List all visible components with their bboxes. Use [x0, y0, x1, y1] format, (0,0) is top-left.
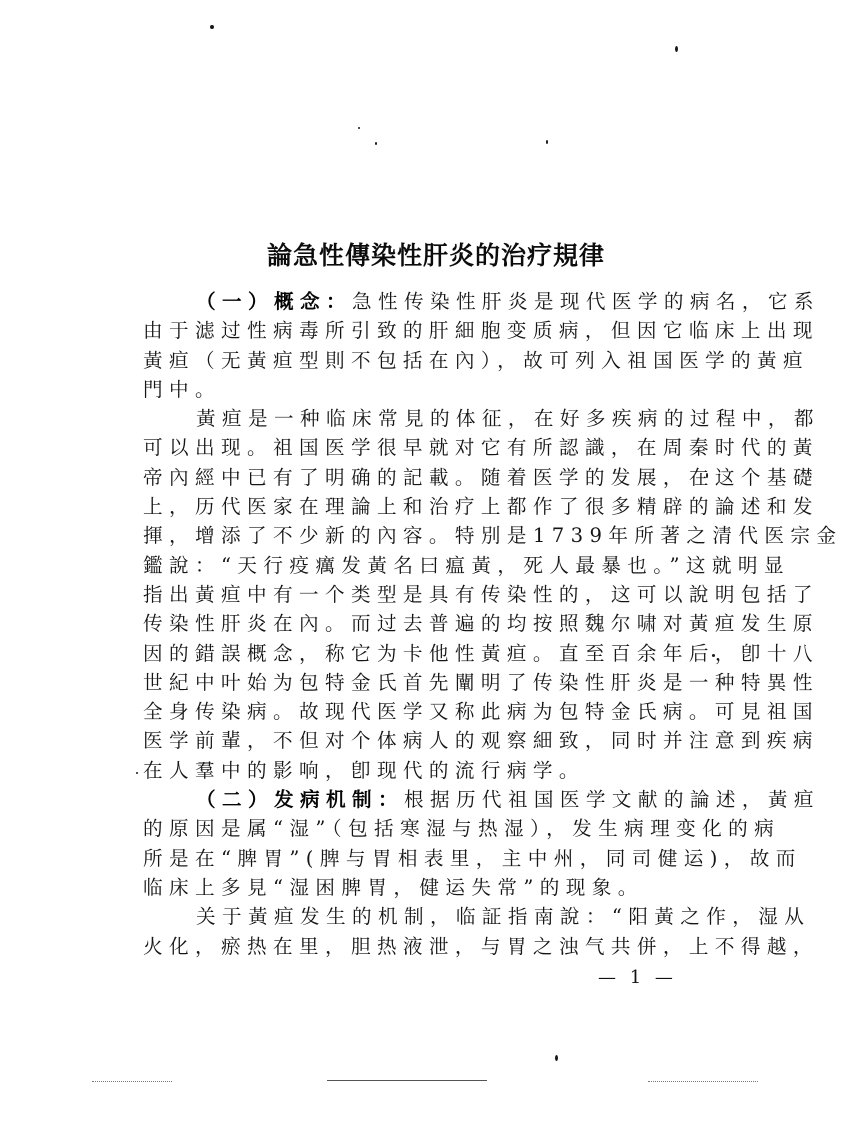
text-line — [143, 844, 802, 873]
scan-rule — [327, 1080, 487, 1081]
scan-speck — [358, 127, 360, 129]
text-line — [143, 463, 819, 492]
line-text: 火化，瘀热在里，胆热液泄，与胃之浊气共併，上不得越， — [143, 934, 819, 958]
scan-speck — [375, 142, 377, 145]
text-line — [143, 316, 819, 345]
line-text: 全身传染病。故现代医学又称此病为包特金氏病。可見祖国 — [143, 700, 819, 724]
line-text: 門中。 — [143, 377, 221, 401]
text-line — [143, 580, 819, 609]
line-text: 根据历代祖国医学文献的論述，黃疸 — [403, 788, 820, 812]
section-heading: （一）概念： — [196, 290, 352, 313]
line-text: 黃疸（无黃疸型則不包括在內），故可列入祖国医学的黃疸 — [143, 348, 810, 372]
line-text: 鑑說：“天行疫癘发黃名曰瘟黃，死人最暴也。”这就明显 — [143, 553, 790, 577]
scan-rule — [648, 1081, 758, 1083]
line-text: 因的錯誤概念，称它为卡他性黃疸。直至百余年后，卽十八 — [143, 641, 819, 665]
line-text: 的原因是属“湿”（包括寒湿与热湿），发生病理变化的病 — [143, 817, 781, 841]
line-text: 临床上多見“湿困脾胃，健运失常”的现象。 — [143, 875, 644, 899]
text-line — [143, 902, 811, 931]
scan-speck — [210, 25, 214, 29]
line-text: 所是在“脾胃”(脾与胃相表里，主中州，同司健运)，故而 — [143, 846, 802, 870]
text-line — [143, 609, 819, 638]
line-text: 揮，增添了不少新的內容。特別是1739年所著之清代医宗金 — [143, 524, 843, 548]
text-line — [143, 814, 781, 843]
text-line — [143, 346, 810, 375]
page-title: 論急性傳染性肝炎的治疗規律 — [266, 241, 605, 270]
text-line — [143, 873, 709, 902]
scan-speck — [675, 46, 678, 52]
line-text: 黃疸是一种临床常見的体征，在好多疾病的过程中，都 — [196, 407, 820, 431]
text-line — [143, 756, 709, 785]
line-text: 由于滤过性病毒所引致的肝細胞变质病，但因它临床上出现 — [143, 319, 819, 343]
text-line — [143, 287, 820, 316]
line-text: 世紀中叶始为包特金氏首先闡明了传染性肝炎是一种特異性 — [143, 670, 819, 694]
text-line — [143, 668, 819, 697]
scan-speck — [555, 1055, 558, 1061]
text-line — [143, 932, 819, 961]
text-line — [143, 375, 709, 404]
line-text: 上，历代医家在理論上和治疗上都作了很多精辟的論述和发 — [143, 495, 819, 519]
scan-speck — [546, 140, 548, 144]
line-text: 医学前輩，不但对个体病人的观察細致，同时并注意到疾病 — [143, 729, 819, 753]
body-text — [143, 287, 843, 961]
text-line — [143, 404, 820, 433]
text-line — [143, 433, 819, 462]
page-number: — 1 — — [598, 967, 677, 988]
line-text: 传染性肝炎在內。而过去普遍的均按照魏尔啸对黃疸发生原 — [143, 612, 819, 636]
section-heading: （二）发病机制： — [196, 788, 404, 812]
text-line — [143, 697, 819, 726]
text-line — [143, 551, 790, 580]
scan-rule — [92, 1081, 172, 1083]
text-line — [143, 639, 819, 668]
line-text: 指出黃疸中有一个类型是具有传染性的，这可以說明包括了 — [143, 582, 819, 606]
line-text: 在人羣中的影响，卽现代的流行病学。 — [143, 758, 585, 782]
scan-speck — [136, 772, 138, 774]
text-line — [143, 785, 820, 814]
line-text: 急性传染性肝炎是现代医学的病名，它系 — [351, 290, 820, 313]
text-line — [143, 726, 819, 755]
text-line — [143, 492, 819, 521]
text-line — [143, 521, 843, 550]
line-text: 帝內經中已有了明确的記載。随着医学的发展，在这个基礎 — [143, 465, 819, 489]
line-text: 关于黃疸发生的机制，临証指南說：“阳黃之作，湿从 — [196, 905, 811, 929]
line-text: 可以出现。祖国医学很早就对它有所認識，在周秦时代的黃 — [143, 436, 819, 460]
